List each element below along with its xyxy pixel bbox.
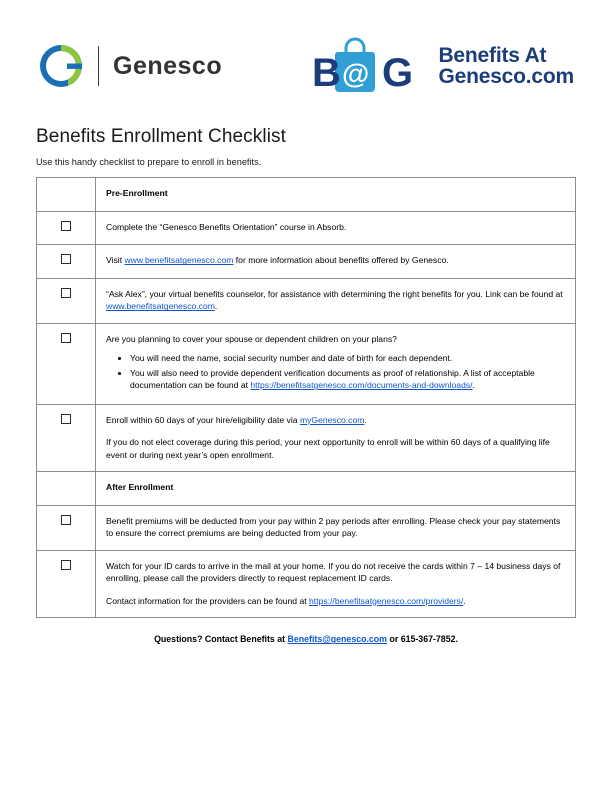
table-row <box>37 550 576 617</box>
text-after-link: . <box>472 380 475 391</box>
row-text-premium-deductions <box>96 505 576 550</box>
table-row <box>37 212 576 245</box>
genesco-wordmark: Genesco <box>113 51 223 80</box>
document-header <box>36 28 576 104</box>
link-benefitsatgenesco-alex[interactable]: www.benefitsatgenesco.com <box>106 301 215 312</box>
svg-text:G: G <box>382 51 414 95</box>
text-before-link: You will also need to provide dependent verification documents as proof of relationship. A list of acceptable documentation can be found at <box>130 367 535 391</box>
checklist-table <box>36 177 576 618</box>
row-paragraph: Are you planning to cover your spouse or dependent children on your plans? <box>106 333 397 344</box>
text-before-link: Enroll within 60 days of your hire/eligibility date via <box>106 414 300 425</box>
page-title: Benefits Enrollment Checklist <box>36 126 287 147</box>
footer-text-before-email: Questions? Contact Benefits at <box>154 634 288 645</box>
empty-cell <box>37 178 96 212</box>
checkbox-cell[interactable] <box>37 278 96 323</box>
row-text-enroll-60-days <box>96 404 576 471</box>
link-providers[interactable]: https://benefitsatgenesco.com/providers/ <box>309 595 464 606</box>
checkbox-visit-website[interactable] <box>61 254 71 264</box>
row-text-ask-alex <box>96 278 576 323</box>
table-row <box>37 245 576 278</box>
checkbox-cell[interactable] <box>37 323 96 404</box>
text-after-link: . <box>364 414 367 425</box>
row-paragraph <box>106 254 565 266</box>
table-row-section-after-enrollment <box>37 471 576 505</box>
row-text-dependents <box>96 323 576 404</box>
row-paragraph-secondary <box>106 595 565 607</box>
row-paragraph: Watch for your ID cards to arrive in the mail at your home. If you do not receive the cards within 7 – 14 business days of enrolling, please call the providers directly to request replacement ID cards. <box>106 560 561 584</box>
text-before-link: Visit <box>106 255 125 266</box>
link-mygenesco[interactable]: myGenesco.com <box>299 414 365 425</box>
dependent-requirements-list <box>106 352 565 391</box>
checkbox-orientation-course[interactable] <box>61 221 71 231</box>
checkbox-ask-alex[interactable] <box>61 288 71 298</box>
link-benefits-email[interactable]: Benefits@genesco.com <box>287 634 388 645</box>
table-row <box>37 323 576 404</box>
text-after-link: . <box>214 301 218 312</box>
section-header-after-enrollment: After Enrollment <box>96 471 576 505</box>
table-row <box>37 505 576 550</box>
footer-contact <box>36 634 576 644</box>
svg-text:B: B <box>312 51 342 95</box>
text-after-link: for more information about benefits offered by Genesco. <box>233 255 449 266</box>
checkbox-dependents[interactable] <box>61 333 71 343</box>
logo-divider <box>98 46 99 86</box>
checkbox-cell[interactable] <box>37 550 96 617</box>
row-paragraph: Benefit premiums will be deducted from your pay within 2 pay periods after enrolling. Please check your pay statements to ensure the correct premiums are being deducted from your pay. <box>106 515 561 539</box>
link-documents-and-downloads[interactable]: https://benefitsatgenesco.com/documents-and-downloads/ <box>250 380 473 391</box>
row-text-id-cards <box>96 550 576 617</box>
genesco-logo <box>38 43 222 89</box>
row-paragraph <box>106 414 565 426</box>
table-row-section-pre-enrollment <box>37 178 576 212</box>
text-before-link: Contact information for the providers can be found at <box>106 595 310 606</box>
link-benefitsatgenesco[interactable]: www.benefitsatgenesco.com <box>124 255 234 266</box>
table-row <box>37 278 576 323</box>
list-item <box>130 367 565 392</box>
table-row <box>37 404 576 471</box>
row-paragraph-secondary: If you do not elect coverage during this period, your next opportunity to enroll will be within 60 days of a qualifying life event or during next year’s open enrollment. <box>106 437 550 460</box>
checkbox-cell[interactable] <box>37 505 96 550</box>
bag-wordmark-line1: Benefits At <box>438 43 547 67</box>
text-after-link: . <box>463 595 466 606</box>
checkbox-cell[interactable] <box>37 404 96 471</box>
checkbox-id-cards[interactable] <box>61 560 71 570</box>
genesco-g-mark-icon <box>38 43 84 89</box>
row-text-visit-website <box>96 245 576 278</box>
row-text-orientation-course <box>96 212 576 245</box>
checkbox-cell[interactable] <box>37 212 96 245</box>
bag-wordmark <box>438 45 574 88</box>
footer-text-after-email: or 615-367-7852. <box>387 634 458 645</box>
page-subtitle: Use this handy checklist to prepare to enroll in benefits. <box>36 157 262 167</box>
checkbox-cell[interactable] <box>37 245 96 278</box>
row-paragraph: Complete the “Genesco Benefits Orientation” course in Absorb. <box>106 222 347 232</box>
section-header-pre-enrollment: Pre-Enrollment <box>96 178 576 212</box>
list-item: • You will need the name, social security number and date of birth for each dependent. <box>130 352 565 364</box>
checkbox-premium-deductions[interactable] <box>61 515 71 525</box>
benefits-at-genesco-logo <box>300 36 574 96</box>
svg-text:@: @ <box>342 58 370 89</box>
bag-wordmark-line2: Genesco.com <box>438 65 574 88</box>
checkbox-enroll-60-days[interactable] <box>61 414 71 424</box>
empty-cell <box>37 471 96 505</box>
row-paragraph <box>106 288 565 313</box>
bag-bag-icon <box>300 36 428 96</box>
text-before-link: “Ask Alex”, your virtual benefits counselor, for assistance with determining the right benefits for you. Link can be found at <box>106 288 563 299</box>
